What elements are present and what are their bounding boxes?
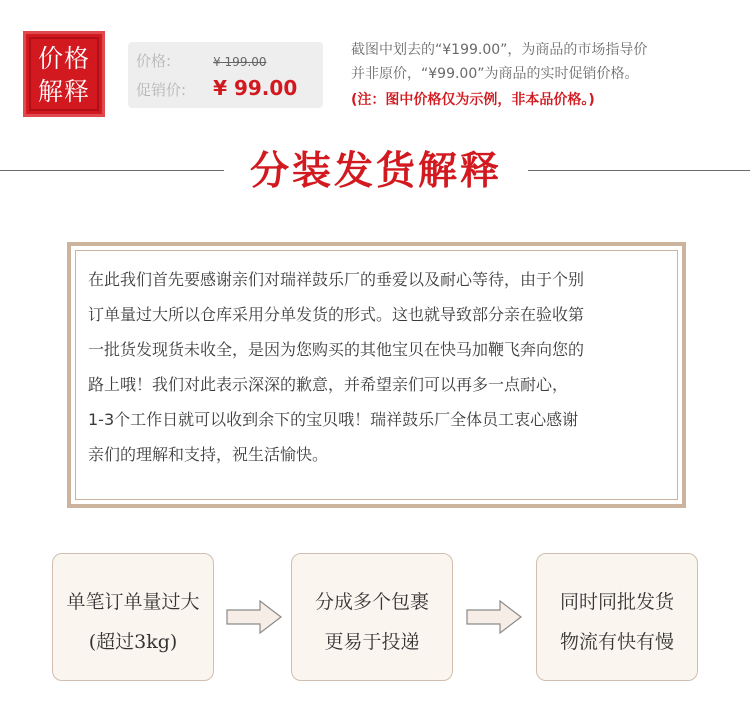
stamp-line-2: 解释 [37, 77, 90, 106]
flow-step-large-order [52, 553, 214, 681]
notice-paragraph [88, 262, 668, 472]
flow-step-split-packages [291, 553, 453, 681]
flow-step-title: 单笔订单量过大 [66, 591, 200, 613]
explanation-line-1: 截图中划去的“¥199.00”，为商品的市场指导价 [351, 42, 648, 58]
paragraph-line: 订单量过大所以仓库采用分单发货的形式。这也就导致部分亲在验收第 [88, 305, 585, 324]
paragraph-line: 在此我们首先要感谢亲们对瑞祥鼓乐厂的垂爱以及耐心等待，由于个别 [88, 270, 585, 289]
paragraph-line: 路上哦！我们对此表示深深的歉意，并希望亲们可以再多一点耐心， [88, 375, 569, 394]
explanation-line-2: 并非原价，“¥99.00”为商品的实时促销价格。 [351, 66, 639, 82]
price-example-box [128, 42, 323, 108]
flow-arrow-right-icon [466, 600, 522, 634]
sale-price-row [136, 76, 297, 100]
original-price-label: 价格: [136, 52, 172, 70]
explanation-note: (注：图中价格仅为示例，非本品价格。) [351, 92, 595, 108]
paragraph-line: 一批货发现货未收全，是因为您购买的其他宝贝在快马加鞭飞奔向您的 [88, 340, 585, 359]
split-shipping-notice-panel [67, 242, 686, 508]
paragraph-line: 亲们的理解和支持，祝生活愉快。 [88, 445, 329, 464]
title-divider-right [528, 170, 750, 171]
flow-step-title: 同时同批发货 [559, 591, 674, 613]
price-explanation-stamp [23, 31, 105, 117]
flow-step-detail: 更易于投递 [324, 631, 420, 653]
stamp-line-1: 价格 [37, 44, 90, 73]
paragraph-line: 1-3个工作日就可以收到余下的宝贝哦！瑞祥鼓乐厂全体员工衷心感谢 [88, 410, 579, 429]
price-explanation-text [351, 38, 741, 112]
flow-step-detail: 物流有快有慢 [559, 631, 674, 653]
sale-price-value: ¥ 99.00 [213, 76, 298, 100]
flow-step-detail: (超过3kg) [88, 631, 178, 653]
original-price-value: ¥ 199.00 [213, 55, 267, 69]
title-divider-left [0, 170, 224, 171]
flow-step-ship-together [536, 553, 698, 681]
flow-step-title: 分成多个包裹 [314, 591, 429, 613]
section-title: 分装发货解释 [249, 148, 502, 194]
sale-price-label: 促销价: [136, 81, 187, 99]
flow-arrow-right-icon [226, 600, 282, 634]
original-price-row [136, 50, 267, 71]
